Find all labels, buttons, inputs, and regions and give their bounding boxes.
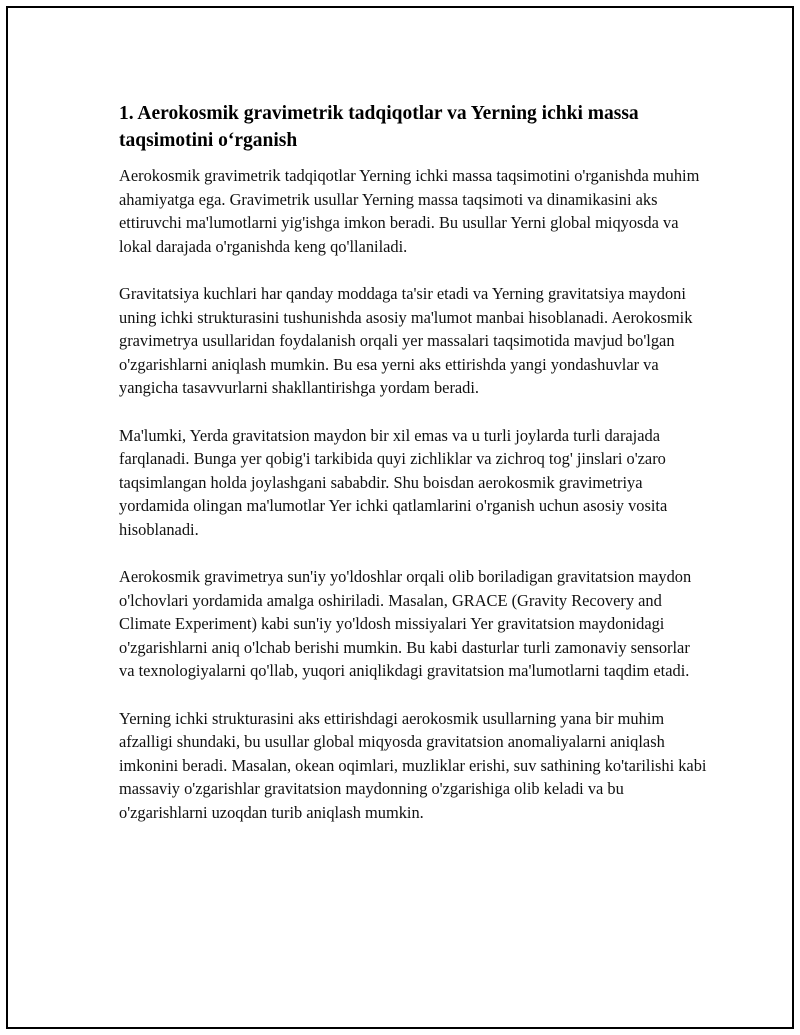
section-heading: 1. Aerokosmik gravimetrik tadqiqotlar va Yerning ichki massa taqsimotini o‘rganish [119, 103, 639, 151]
paragraph-5: Yerning ichki strukturasini aks ettirishdagi aerokosmik usullarning yana bir muhim afzalligi shundaki, bu usullar global miqyosda gravitatsion anomaliyalarni aniqlash imkonini beradi. Masalan, okean oqimlari, muzliklar erishi, suv sathining ko'tarilishi kabi massaviy o'zgarishlar gravitatsion maydonning o'zgarishiga olib keladi va bu o'zgarishlarni uzoqdan turib aniqlash mumkin. [119, 708, 707, 823]
paragraph-4: Aerokosmik gravimetrya sun'iy yo'ldoshlar orqali olib boriladigan gravitatsion maydon o'lchovlari yordamida amalga oshiriladi. Masalan, GRACE (Gravity Recovery and Climate Experiment) kabi sun'iy yo'ldosh missiyalari Yer gravitatsion maydonidagi o'zgarishlarni aniq o'lchab berishi mumkin. Bu kabi dasturlar turli zamonaviy sensorlar va texnologiyalarni qo'llab, yuqori aniqlikdagi gravitatsion ma'lumotlarni taqdim etadi. [119, 567, 692, 681]
paragraph-2: Gravitatsiya kuchlari har qanday moddaga ta'sir etadi va Yerning gravitatsiya maydoni uning ichki strukturasini tushunishda asosiy ma'lumot manbai hisoblanadi. Aerokosmik gravimetrya usullaridan foydalanish orqali yer massalari taqsimotida mavjud bo'lgan o'zgarishlarni aniqlash mumkin. Bu esa yerni aks ettirishda yangi yondashuvlar va yangicha tasavvurlarni shakllantirishga yordam beradi. [119, 283, 693, 398]
paragraph-1: Aerokosmik gravimetrik tadqiqotlar Yerning ichki massa taqsimotini o'rganishda muhim ahamiyatga ega. Gravimetrik usullar Yerning massa taqsimoti va dinamikasini aks ettiruvchi ma'lumotlarni yig'ishga imkon beradi. Bu usullar Yerni global miqyosda va lokal darajada o'rganishda keng qo'llaniladi. [119, 166, 700, 256]
document-body [119, 100, 709, 848]
paragraph-3: Ma'lumki, Yerda gravitatsion maydon bir xil emas va u turli joylarda turli darajada farqlanadi. Bunga yer qobig'i tarkibida quyi zichliklar va zichroq tog' jinslari o'zaro taqsimlangan holda joylashgani sababdir. Shu boisdan aerokosmik gravimetriya yordamida olingan ma'lumotlar Yer ichki qatlamlarini o'rganish uchun asosiy vosita hisoblanadi. [119, 425, 668, 539]
page-frame [6, 6, 794, 1029]
